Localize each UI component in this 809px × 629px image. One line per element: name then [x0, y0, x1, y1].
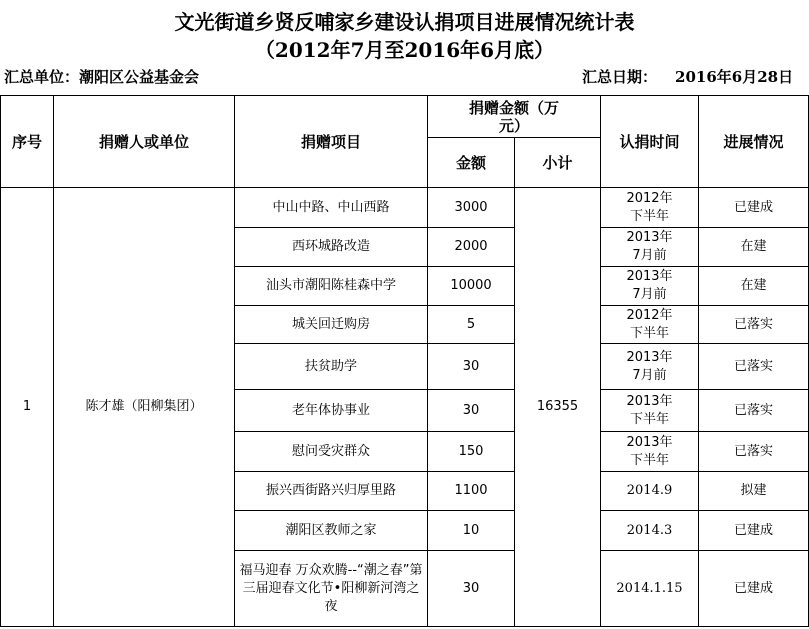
pledge-time-line1: 2013年	[626, 434, 673, 450]
row-donor: 陈才雄（阳柳集团）	[54, 188, 235, 627]
row-project: 中山中路、中山西路	[235, 188, 428, 228]
row-pledge-time	[601, 267, 699, 306]
pledge-time-line2: 下半年	[629, 452, 669, 468]
row-pledge-time	[601, 390, 699, 432]
pledge-time-line2: 下半年	[629, 411, 669, 427]
row-amount: 10000	[428, 267, 515, 306]
table-row	[1, 188, 809, 228]
row-amount: 30	[428, 551, 515, 627]
header-amount-group-label: 捐赠金额（万元）	[468, 98, 559, 135]
pledge-time-line2: 7月前	[632, 248, 667, 263]
row-amount: 10	[428, 511, 515, 551]
row-amount: 5	[428, 306, 515, 344]
row-amount: 150	[428, 432, 515, 472]
row-project-text: 福马迎春 万众欢腾--“潮之春”第三届迎春文化节•阳柳新河湾之夜	[239, 562, 423, 614]
pledge-time-line1: 2013年	[626, 393, 673, 409]
summary-date-value: 2016年6月28日	[675, 68, 794, 86]
row-status: 已建成	[699, 551, 809, 627]
row-status: 已落实	[699, 306, 809, 344]
header-amount: 金额	[428, 138, 515, 188]
pledge-time-line2: 7月前	[632, 367, 667, 383]
row-status: 已落实	[699, 390, 809, 432]
row-project: 振兴西街路兴归厚里路	[235, 472, 428, 511]
row-subtotal: 16355	[515, 188, 601, 627]
row-project: 老年体协事业	[235, 390, 428, 432]
row-status: 已落实	[699, 344, 809, 390]
header-amount-group	[428, 96, 601, 138]
row-amount: 30	[428, 390, 515, 432]
row-pledge-time: 2014.3	[601, 511, 699, 551]
pledge-time-line2: 下半年	[629, 208, 669, 224]
header-progress: 进展情况	[699, 96, 809, 188]
header-index: 序号	[1, 96, 54, 188]
row-status: 已建成	[699, 188, 809, 228]
header-project: 捐赠项目	[235, 96, 428, 188]
row-amount: 3000	[428, 188, 515, 228]
row-status: 拟建	[699, 472, 809, 511]
row-project: 西环城路改造	[235, 228, 428, 267]
row-pledge-time	[601, 228, 699, 267]
pledge-time-line1: 2013年	[626, 230, 673, 245]
row-amount: 2000	[428, 228, 515, 267]
row-project	[235, 551, 428, 627]
header-pledge-time: 认捐时间	[601, 96, 699, 188]
row-project: 潮阳区教师之家	[235, 511, 428, 551]
row-pledge-time	[601, 344, 699, 390]
row-amount: 1100	[428, 472, 515, 511]
row-project: 扶贫助学	[235, 344, 428, 390]
row-pledge-time	[601, 188, 699, 228]
pledge-time-line1: 2012年	[626, 190, 673, 206]
summary-date-label: 汇总日期：	[582, 68, 658, 86]
row-project: 汕头市潮阳陈桂森中学	[235, 267, 428, 306]
row-pledge-time	[601, 306, 699, 344]
donation-table	[0, 95, 809, 627]
row-pledge-time: 2014.1.15	[601, 551, 699, 627]
row-status: 在建	[699, 267, 809, 306]
header-donor: 捐赠人或单位	[54, 96, 235, 188]
row-index: 1	[1, 188, 54, 627]
pledge-time-line2: 7月前	[632, 287, 667, 302]
row-pledge-time	[601, 432, 699, 472]
pledge-time-line1: 2013年	[626, 269, 673, 284]
row-status: 已建成	[699, 511, 809, 551]
pledge-time-line1: 2012年	[626, 307, 673, 323]
summary-unit: 汇总单位：潮阳区公益基金会	[4, 68, 200, 86]
pledge-time-line1: 2013年	[626, 349, 673, 365]
row-project: 城关回迁购房	[235, 306, 428, 344]
row-status: 在建	[699, 228, 809, 267]
row-project: 慰问受灾群众	[235, 432, 428, 472]
table-title: 文光街道乡贤反哺家乡建设认捐项目进展情况统计表	[174, 10, 635, 34]
row-amount: 30	[428, 344, 515, 390]
row-pledge-time: 2014.9	[601, 472, 699, 511]
table-subtitle: （2012年7月至2016年6月底）	[254, 38, 555, 62]
row-status: 已落实	[699, 432, 809, 472]
header-subtotal: 小计	[515, 138, 601, 188]
summary-date	[582, 66, 793, 87]
pledge-time-line2: 下半年	[629, 325, 669, 341]
